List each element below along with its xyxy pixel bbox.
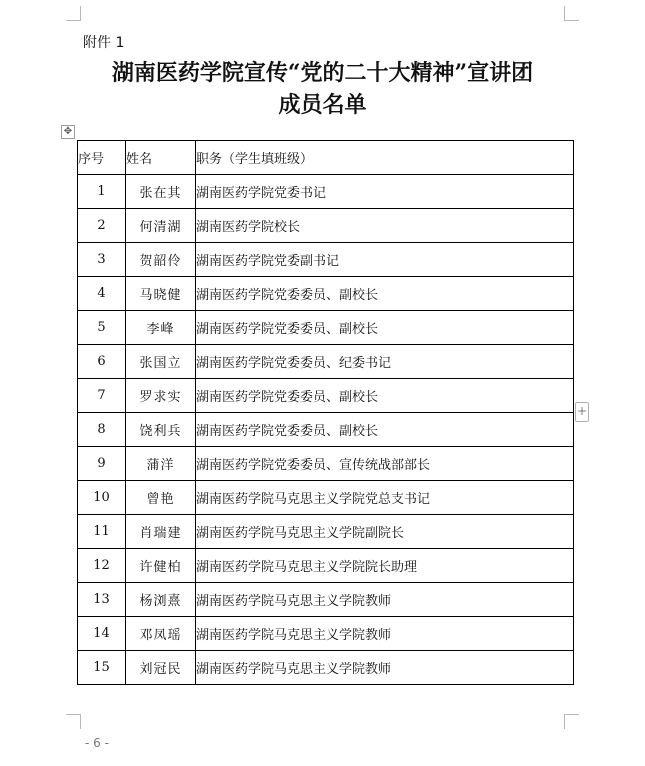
member-role: 湖南医药学院党委委员、副校长: [196, 277, 574, 311]
member-role: 湖南医药学院党委副书记: [196, 243, 574, 277]
row-number: 10: [78, 481, 126, 515]
row-number: 2: [78, 209, 126, 243]
member-role: 湖南医药学院马克思主义学院教师: [196, 651, 574, 685]
member-name: 李峰: [126, 311, 196, 345]
document-title-line-2: 成员名单: [278, 92, 367, 118]
members-table: [77, 140, 574, 685]
margin-marker-bottom-right: [564, 714, 579, 729]
member-role: 湖南医药学院马克思主义学院副院长: [196, 515, 574, 549]
table-row: [78, 209, 574, 243]
member-name: 杨浏熹: [126, 583, 196, 617]
member-role: 湖南医药学院校长: [196, 209, 574, 243]
table-header-row: [78, 141, 574, 175]
member-name: 曾艳: [126, 481, 196, 515]
member-role: 湖南医药学院党委委员、副校长: [196, 311, 574, 345]
table-row: [78, 583, 574, 617]
member-role: 湖南医药学院党委委员、宣传统战部部长: [196, 447, 574, 481]
table-row: [78, 549, 574, 583]
table-row: [78, 413, 574, 447]
member-name: 蒲洋: [126, 447, 196, 481]
member-name: 刘冠民: [126, 651, 196, 685]
table-row: [78, 447, 574, 481]
table-row: [78, 515, 574, 549]
member-name: 邓凤瑶: [126, 617, 196, 651]
margin-marker-top-left: [66, 6, 81, 21]
margin-marker-top-right: [564, 6, 579, 21]
table-row: [78, 243, 574, 277]
row-number: 14: [78, 617, 126, 651]
table-row: [78, 651, 574, 685]
member-role: 湖南医药学院马克思主义学院教师: [196, 583, 574, 617]
row-number: 6: [78, 345, 126, 379]
member-role: 湖南医药学院马克思主义学院教师: [196, 617, 574, 651]
row-number: 1: [78, 175, 126, 209]
member-role: 湖南医药学院党委委员、纪委书记: [196, 345, 574, 379]
row-number: 4: [78, 277, 126, 311]
member-role: 湖南医药学院党委委员、副校长: [196, 379, 574, 413]
page-number: - 6 -: [85, 736, 109, 750]
row-number: 11: [78, 515, 126, 549]
member-name: 许健柏: [126, 549, 196, 583]
header-name: 姓名: [126, 141, 196, 175]
member-name: 肖瑞建: [126, 515, 196, 549]
margin-marker-bottom-left: [66, 714, 81, 729]
member-role: 湖南医药学院马克思主义学院党总支书记: [196, 481, 574, 515]
table-move-handle-icon[interactable]: ✥: [61, 125, 75, 139]
member-name: 罗求实: [126, 379, 196, 413]
table-row: [78, 311, 574, 345]
row-number: 3: [78, 243, 126, 277]
member-role: 湖南医药学院党委书记: [196, 175, 574, 209]
table-row: [78, 617, 574, 651]
member-role: 湖南医药学院马克思主义学院院长助理: [196, 549, 574, 583]
table-row: [78, 277, 574, 311]
table-add-column-icon[interactable]: +: [575, 402, 589, 422]
member-role: 湖南医药学院党委委员、副校长: [196, 413, 574, 447]
row-number: 12: [78, 549, 126, 583]
member-name: 张在其: [126, 175, 196, 209]
header-number: 序号: [78, 141, 126, 175]
row-number: 9: [78, 447, 126, 481]
table-row: [78, 175, 574, 209]
attachment-label: 附件 1: [83, 35, 125, 51]
row-number: 5: [78, 311, 126, 345]
table-row: [78, 481, 574, 515]
row-number: 8: [78, 413, 126, 447]
member-name: 何清湖: [126, 209, 196, 243]
table-row: [78, 345, 574, 379]
member-name: 饶利兵: [126, 413, 196, 447]
row-number: 15: [78, 651, 126, 685]
row-number: 13: [78, 583, 126, 617]
member-name: 贺韶伶: [126, 243, 196, 277]
member-name: 张国立: [126, 345, 196, 379]
table-row: [78, 379, 574, 413]
document-title-line-1: 湖南医药学院宣传“党的二十大精神”宣讲团: [111, 60, 534, 86]
member-name: 马晓健: [126, 277, 196, 311]
header-role: 职务（学生填班级）: [196, 141, 574, 175]
row-number: 7: [78, 379, 126, 413]
